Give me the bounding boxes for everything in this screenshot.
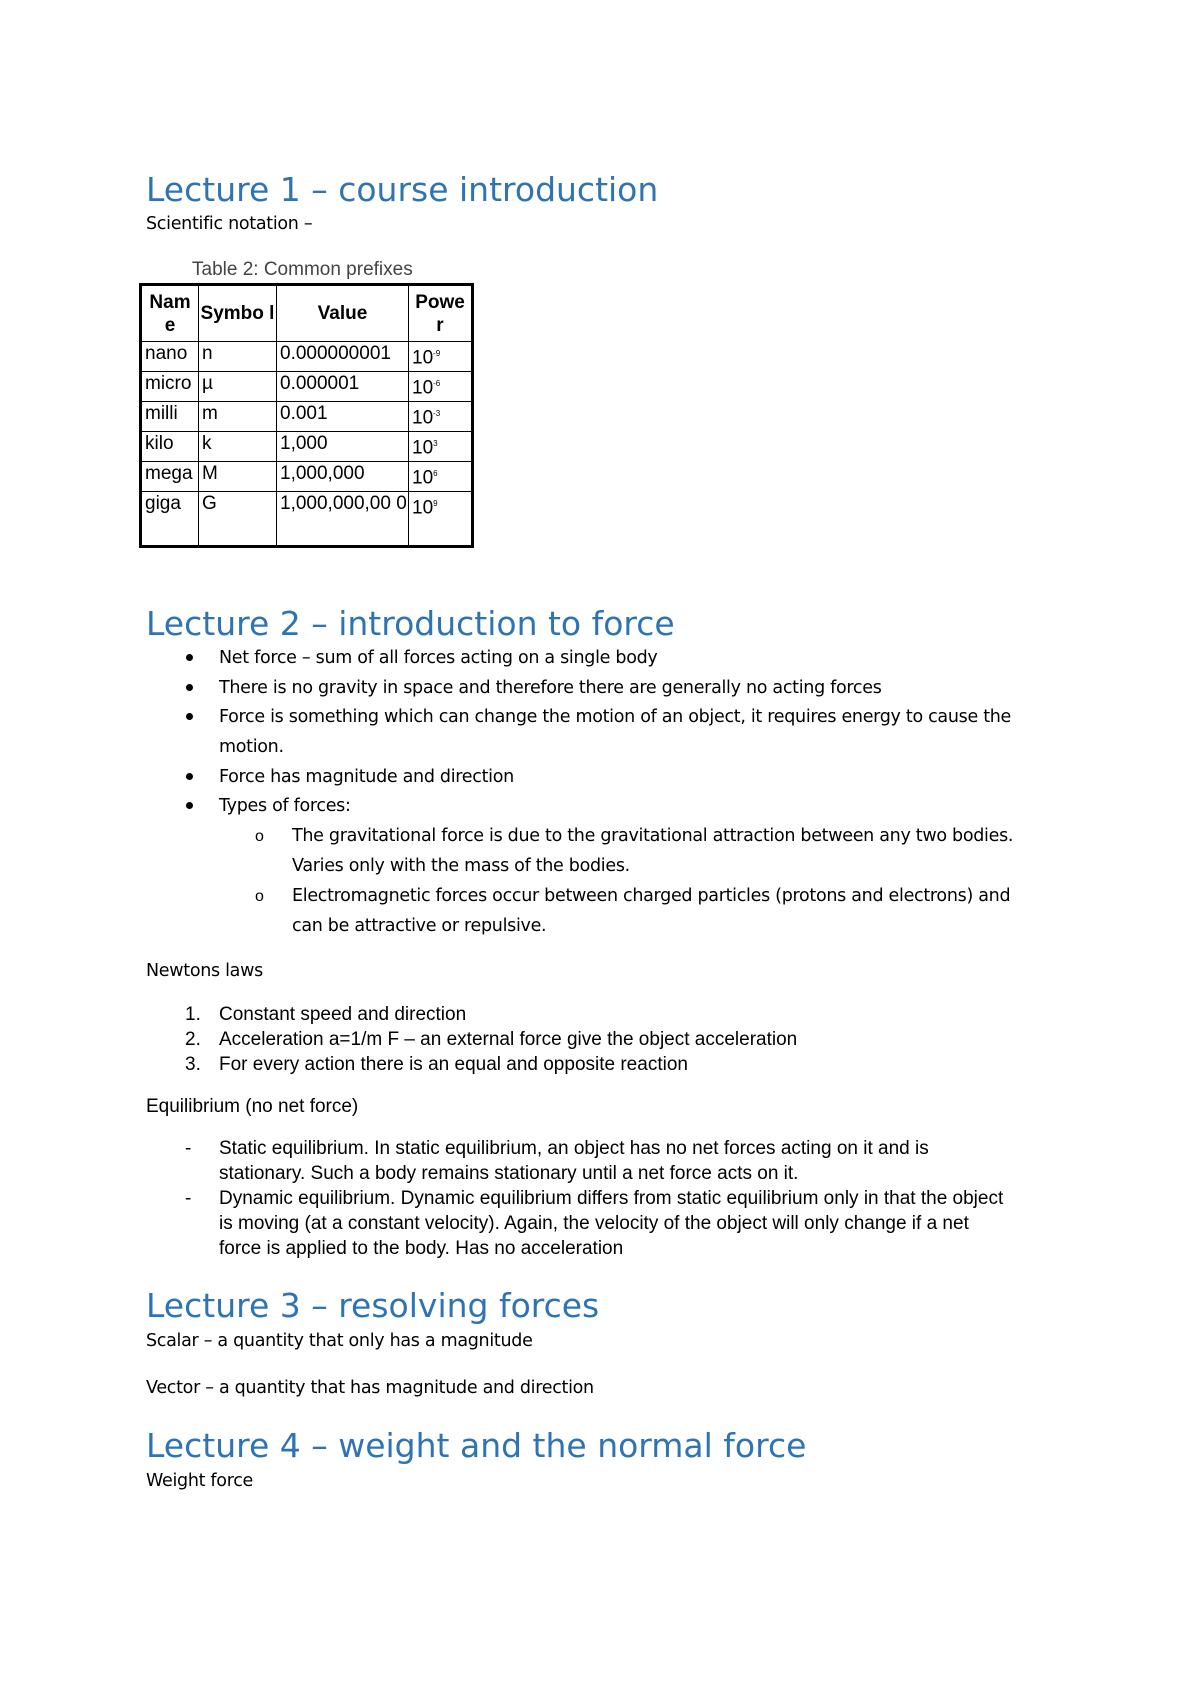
newton-law-3: For every action there is an equal and opposite reaction	[219, 1054, 688, 1075]
cell-power	[409, 342, 473, 372]
cell-name: nano	[141, 342, 199, 372]
power-base: 10	[412, 467, 434, 489]
sub-bullet-gravitational-cont: Varies only with the mass of the bodies.	[292, 856, 630, 876]
sub-bullet-gravitational: The gravitational force is due to the gravitational attraction between any two bodies.	[292, 826, 1014, 846]
cell-name: giga	[141, 492, 199, 547]
power-base: 10	[412, 407, 434, 429]
cell-symbol: k	[199, 432, 277, 462]
power-base: 10	[412, 347, 434, 369]
cell-value: 0.000001	[277, 372, 409, 402]
weight-force-label: Weight force	[146, 1471, 253, 1491]
cell-value: 0.001	[277, 402, 409, 432]
newton-law-2: Acceleration a=1/m F – an external force give the object acceleration	[219, 1029, 798, 1050]
cell-value: 1,000,000	[277, 462, 409, 492]
table-row	[141, 492, 473, 547]
cell-value: 1,000	[277, 432, 409, 462]
sub-bullet-marker: o	[255, 888, 264, 905]
newtons-laws-title: Newtons laws	[146, 961, 263, 981]
cell-symbol: m	[199, 402, 277, 432]
table-caption: Table 2: Common prefixes	[192, 259, 413, 280]
lecture-2-heading: Lecture 2 – introduction to force	[146, 604, 675, 643]
bullet-magnitude-direction: Force has magnitude and direction	[219, 767, 514, 787]
prefixes-table	[139, 283, 474, 548]
power-exponent: 6	[433, 469, 438, 478]
power-exponent: -6	[433, 379, 441, 388]
scalar-definition: Scalar – a quantity that only has a magnitude	[146, 1331, 533, 1351]
power-base: 10	[412, 437, 434, 459]
dash-marker: -	[185, 1138, 192, 1159]
scientific-notation-label: Scientific notation –	[146, 214, 313, 234]
lecture-4-heading: Lecture 4 – weight and the normal force	[146, 1426, 807, 1465]
sub-bullet-electromagnetic-cont: can be attractive or repulsive.	[292, 916, 547, 936]
table-row	[141, 402, 473, 432]
cell-power	[409, 432, 473, 462]
bullet-force-motion: Force is something which can change the motion of an object, it requires energy to cause the	[219, 707, 1012, 727]
header-name: Nam e	[141, 285, 199, 342]
cell-symbol: M	[199, 462, 277, 492]
cell-symbol: n	[199, 342, 277, 372]
cell-name: mega	[141, 462, 199, 492]
bullet-marker	[186, 684, 193, 691]
table-header-row	[141, 285, 473, 342]
list-number: 2.	[185, 1029, 201, 1050]
cell-name: kilo	[141, 432, 199, 462]
power-base: 10	[412, 377, 434, 399]
cell-name: milli	[141, 402, 199, 432]
lecture-3-heading: Lecture 3 – resolving forces	[146, 1286, 600, 1325]
power-base: 10	[412, 497, 434, 519]
bullet-marker	[186, 802, 193, 809]
dynamic-equilibrium-line-2: is moving (at a constant velocity). Again, the velocity of the object will only change if a net	[219, 1213, 969, 1234]
power-exponent: 3	[433, 439, 438, 448]
static-equilibrium-line-2: stationary. Such a body remains stationary until a net force acts on it.	[219, 1163, 799, 1184]
cell-power	[409, 492, 473, 547]
power-exponent: -3	[433, 409, 441, 418]
cell-power	[409, 372, 473, 402]
cell-value: 1,000,000,00 0	[277, 492, 409, 547]
bullet-types-of-forces: Types of forces:	[219, 796, 351, 816]
cell-symbol: µ	[199, 372, 277, 402]
table-row	[141, 342, 473, 372]
power-exponent: -9	[433, 349, 441, 358]
table-row	[141, 462, 473, 492]
bullet-no-gravity: There is no gravity in space and therefore there are generally no acting forces	[219, 678, 882, 698]
cell-power	[409, 402, 473, 432]
sub-bullet-marker: o	[255, 828, 264, 845]
cell-power	[409, 462, 473, 492]
header-symbol: Symbo l	[199, 285, 277, 342]
bullet-force-motion-cont: motion.	[219, 737, 284, 757]
table-row	[141, 432, 473, 462]
bullet-net-force: Net force – sum of all forces acting on a single body	[219, 648, 658, 668]
cell-symbol: G	[199, 492, 277, 547]
dynamic-equilibrium-line-3: force is applied to the body. Has no acceleration	[219, 1238, 624, 1259]
cell-name: micro	[141, 372, 199, 402]
bullet-marker	[186, 713, 193, 720]
header-value: Value	[277, 285, 409, 342]
list-number: 1.	[185, 1004, 201, 1025]
dash-marker: -	[185, 1188, 192, 1209]
lecture-1-heading: Lecture 1 – course introduction	[146, 170, 659, 209]
header-power: Powe r	[409, 285, 473, 342]
newton-law-1: Constant speed and direction	[219, 1004, 467, 1025]
table-row	[141, 372, 473, 402]
equilibrium-title: Equilibrium (no net force)	[146, 1096, 359, 1117]
dynamic-equilibrium-line-1: Dynamic equilibrium. Dynamic equilibrium differs from static equilibrium only in that the object	[219, 1188, 1004, 1209]
bullet-marker	[186, 773, 193, 780]
sub-bullet-electromagnetic: Electromagnetic forces occur between charged particles (protons and electrons) and	[292, 886, 1011, 906]
static-equilibrium-line-1: Static equilibrium. In static equilibrium, an object has no net forces acting on it and is	[219, 1138, 929, 1159]
cell-value: 0.000000001	[277, 342, 409, 372]
power-exponent: 9	[433, 499, 438, 508]
bullet-marker	[186, 654, 193, 661]
vector-definition: Vector – a quantity that has magnitude and direction	[146, 1378, 594, 1398]
list-number: 3.	[185, 1054, 201, 1075]
